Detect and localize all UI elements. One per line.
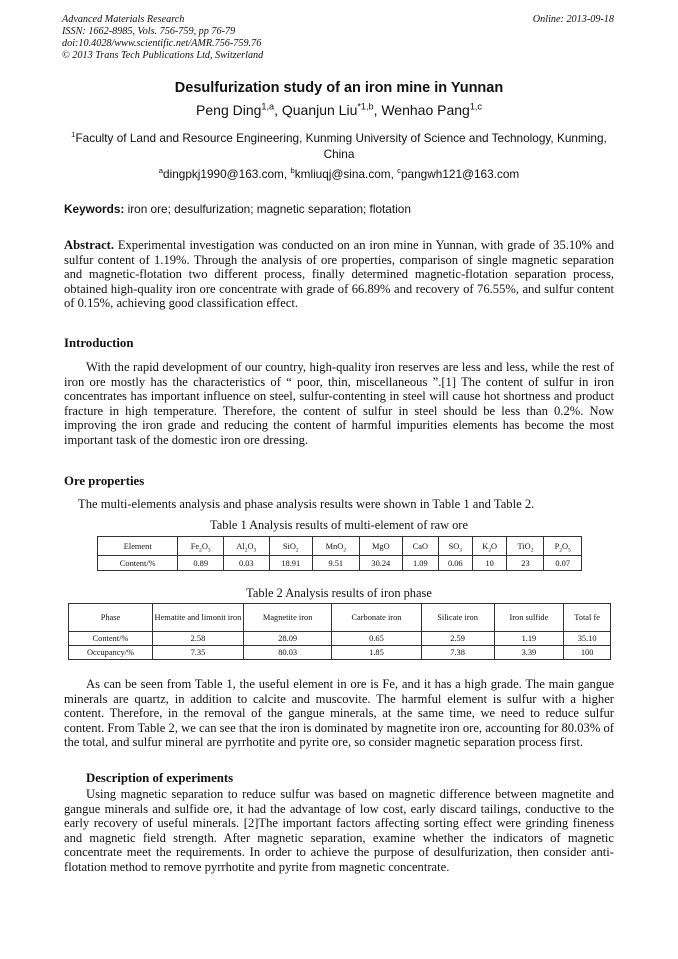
table2-header-cell: Iron sulfide (494, 604, 564, 632)
table2-cell: 3.39 (494, 646, 564, 660)
table2-header-cell: Carbonate iron (332, 604, 421, 632)
table2-header-cell: Hematite and limonit iron (152, 604, 243, 632)
table1-cell: 0.06 (438, 556, 472, 571)
table2-header-cell: Magnetite iron (243, 604, 331, 632)
author-name: Wenhao Pang (381, 102, 470, 118)
table2-cell: 7.38 (421, 646, 494, 660)
section-heading-ore-properties: Ore properties (64, 474, 145, 488)
table2-cell: 80.03 (243, 646, 331, 660)
author-sup: *1,b (357, 101, 374, 112)
experiments-paragraph: Using magnetic separation to reduce sulfur was based on magnetic difference between magnetite and gangue minerals and sulfide ore, it had the advantage of low cost, early discard tailings, conductive to the early recovery of useful minerals. [2]The important factors affecting sorting effect were grinding fineness and magnetic field strength. After magnetic separation, examine whether the indicators of magnetic concentrate meet the requirements. In order to achieve the purpose of desulfurization, then consider anti-flotation method to remove pyrrhotite and pyrite from magnetic concentrate. (64, 787, 614, 874)
journal-doi[interactable]: doi:10.4028/www.scientific.net/AMR.756-759.76 (62, 38, 262, 49)
table2 (68, 603, 611, 660)
journal-name: Advanced Materials Research (62, 14, 185, 25)
table2-cell: 100 (564, 646, 611, 660)
table1-header-cell (438, 537, 472, 556)
formula-subscript: 2 (343, 547, 346, 554)
email-sup: c (397, 166, 401, 176)
table1-header-cell (269, 537, 312, 556)
table2-row (69, 632, 611, 646)
table1-header-cell (507, 537, 544, 556)
formula-subscript: 2 (530, 547, 534, 554)
author-sup: 1,a (261, 101, 275, 112)
formula-subscript: 2 (295, 547, 299, 554)
affiliation-sup: 1 (71, 130, 76, 140)
table1-header-cell (312, 537, 359, 556)
author-sep: , (373, 102, 382, 118)
email-sup: a (158, 166, 164, 176)
table1-header-cell (359, 537, 402, 556)
table2-cell: Content/% (69, 632, 153, 646)
table1-cell: 23 (507, 556, 544, 571)
formula-subscript: 2 (559, 547, 563, 554)
abstract-label: Abstract. (64, 238, 115, 252)
author-sep: , (274, 102, 282, 118)
email-address[interactable]: kmliuqj@sina.com (294, 167, 391, 181)
formula-text: Fe (190, 541, 200, 551)
formula-text: O (201, 541, 208, 551)
table1-cell: 30.24 (359, 556, 402, 571)
table2-header-row (69, 604, 611, 632)
online-date: Online: 2013-09-18 (532, 14, 614, 25)
email-sep: , (283, 167, 291, 181)
table1-header-cell (98, 537, 178, 556)
journal-copyright: © 2013 Trans Tech Publications Ltd, Switzerland (62, 50, 264, 61)
journal-header (62, 14, 263, 62)
formula-text: CaO (412, 541, 428, 551)
abstract-text: Experimental investigation was conducted on an iron mine in Yunnan, with grade of 35.10% and sulfur content of 1.19%. Through the analysis of ore properties, comparison of single magnetic separation and magnetic-flotation two different process, finally determined magnetic-flotation separation process, obtained high-quality iron ore concentrate with grade of 66.89% and recovery of 76.55%, and sulfur content of 0.15%, achieving good classification effect. (64, 238, 614, 311)
formula-subscript: 5 (568, 547, 571, 554)
keywords-text: iron ore; desulfurization; magnetic separation; flotation (124, 202, 411, 216)
affiliation-text: Faculty of Land and Resource Engineering, Kunming University of Science and Technology, Kunming, China (75, 131, 607, 161)
table1-cell: 0.07 (544, 556, 582, 571)
author-name: Peng Ding (196, 102, 262, 118)
table1-header-cell (472, 537, 507, 556)
author-name: Quanjun Liu (281, 102, 358, 118)
email-address[interactable]: pangwh121@163.com (401, 167, 520, 181)
table1-caption: Table 1 Analysis results of multi-element of raw ore (210, 518, 468, 532)
table1-cell: 0.03 (224, 556, 270, 571)
section-heading-introduction: Introduction (64, 336, 134, 350)
table2-cell: 2.58 (152, 632, 243, 646)
table2-cell: 2.59 (421, 632, 494, 646)
formula-text: K (482, 541, 489, 551)
table1-header-cell (178, 537, 224, 556)
keywords (64, 202, 411, 216)
introduction-paragraph: With the rapid development of our country, high-quality iron reserves are less and less, while the rest of iron ore mostly has the characteristics of “ poor, thin, miscellaneous ”.[1] The content of sulfur in iron concentrates has important influence on steel, sulfur-contenting in steel will cause hot shortness and product fracture in high temperature. Therefore, the content of sulfur in steel should be less than 0.2%. Now improving the iron grade and reducing the content of harmful impurities elements has become the most important task of the domestic iron ore dressing. (64, 360, 614, 447)
formula-subscript: 2 (244, 547, 248, 554)
email-list (0, 167, 678, 181)
table2-cell: 28.09 (243, 632, 331, 646)
section-heading-experiments: Description of experiments (86, 771, 234, 785)
table2-header-cell: Total fe (564, 604, 611, 632)
table2-cell: 7.35 (152, 646, 243, 660)
table1-cell: 10 (472, 556, 507, 571)
table1-cell: 9.51 (312, 556, 359, 571)
table2-cell: 0.65 (332, 632, 421, 646)
formula-text: SO (448, 541, 460, 551)
formula-text: Element (123, 541, 152, 551)
table2-cell: 1.85 (332, 646, 421, 660)
table1-cell: 0.89 (178, 556, 224, 571)
table2-caption: Table 2 Analysis results of iron phase (246, 586, 432, 600)
formula-text: MnO (325, 541, 344, 551)
table2-row (69, 646, 611, 660)
formula-subscript: 3 (207, 547, 211, 554)
table1-cell: 1.09 (402, 556, 438, 571)
formula-text: O (247, 541, 254, 551)
keywords-label: Keywords: (64, 202, 125, 216)
table2-header-cell: Phase (69, 604, 153, 632)
formula-text: O (491, 541, 498, 551)
formula-text: MgO (371, 541, 390, 551)
table1-header-cell (544, 537, 582, 556)
table1-cell: 18.91 (269, 556, 312, 571)
formula-text: TiO (517, 541, 531, 551)
formula-subscript: 2 (488, 547, 492, 554)
discussion-paragraph: As can be seen from Table 1, the useful element in ore is Fe, and it has a high grade. The main gangue minerals are quartz, in addition to calcite and muscovite. The harmful element is sulfur with a higher content. Therefore, in the removal of the gangue minerals, at the same time, we need to reduce sulfur content. From Table 2, we can see that the iron is dominated by magnetite iron ore, accounting for 80.03% of the total, and sulfur mineral are pyrrhotite and pyrite ore, so consider magnetic separation process first. (64, 677, 614, 750)
table2-cell: 1.19 (494, 632, 564, 646)
author-list (0, 102, 678, 118)
ore-properties-paragraph: The multi-elements analysis and phase analysis results were shown in Table 1 and Table 2. (78, 497, 535, 511)
table2-header-cell: Silicate iron (421, 604, 494, 632)
formula-text: SiO (282, 541, 296, 551)
table1-content-row (98, 556, 582, 571)
author-sup: 1,c (469, 101, 482, 112)
email-sup: b (290, 166, 295, 176)
journal-issn: ISSN: 1662-8985, Vols. 756-759, pp 76-79 (62, 26, 236, 37)
table1-header-row (98, 537, 582, 556)
table2-cell: 35.10 (564, 632, 611, 646)
table1-cell: Content/% (98, 556, 178, 571)
table1-header-cell (402, 537, 438, 556)
formula-text: O (562, 541, 569, 551)
affiliation (70, 130, 608, 162)
abstract (64, 238, 614, 311)
email-sep: , (390, 167, 398, 181)
formula-subscript: 2 (199, 547, 202, 554)
table2-cell: Occupancy/% (69, 646, 153, 660)
formula-subscript: 3 (459, 547, 462, 554)
formula-subscript: 3 (253, 547, 257, 554)
formula-text: Al (236, 541, 245, 551)
table1 (97, 536, 582, 571)
paper-title: Desulfurization study of an iron mine in Yunnan (174, 80, 504, 96)
email-address[interactable]: dingpkj1990@163.com (163, 167, 284, 181)
formula-text: P (554, 541, 560, 551)
table1-header-cell (224, 537, 270, 556)
